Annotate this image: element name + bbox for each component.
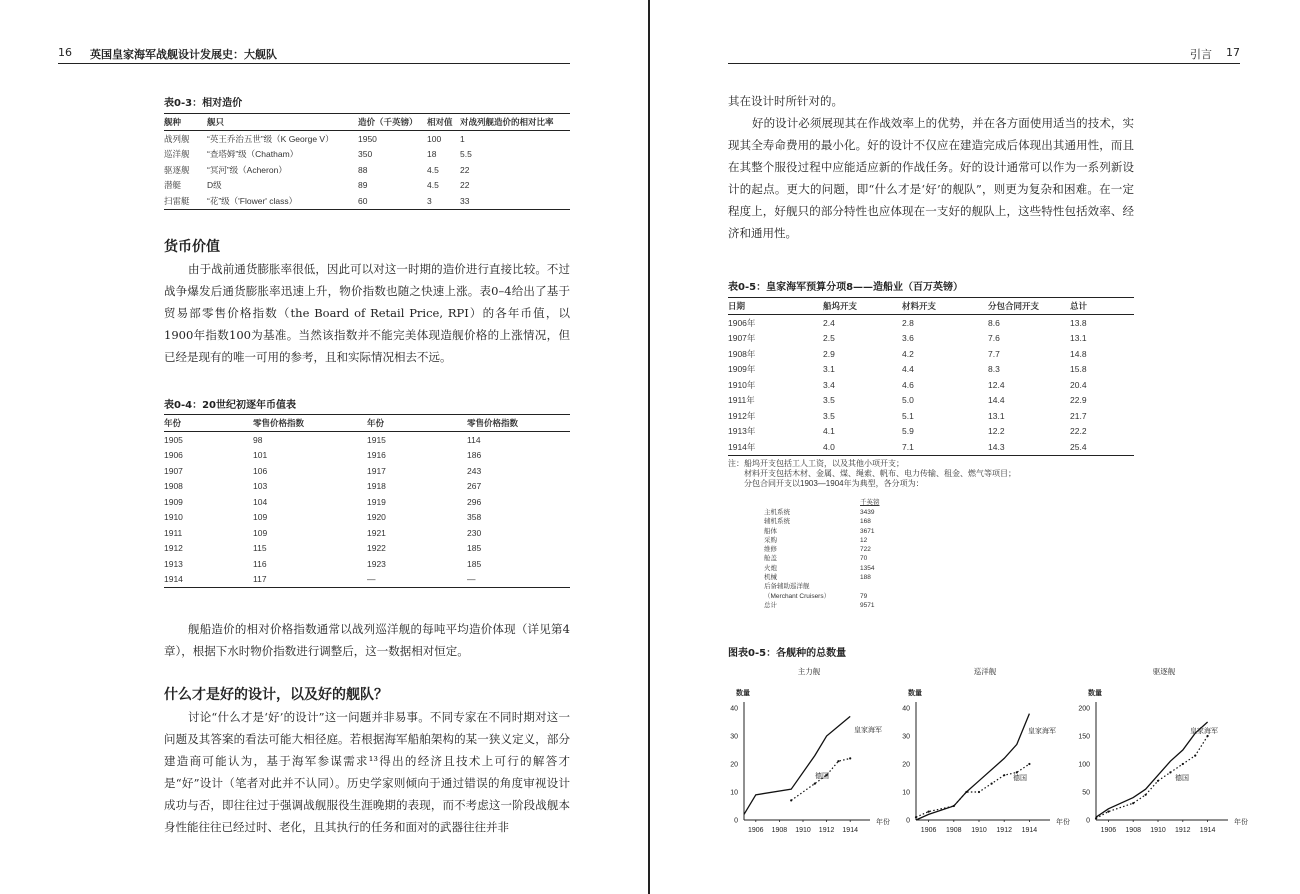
chart-title: 主力舰 <box>797 667 821 676</box>
table-cell: 1906年 <box>728 317 756 328</box>
y-axis-label: 数量 <box>908 690 922 697</box>
table-cell: 296 <box>467 496 482 507</box>
table-cell: 1906 <box>164 450 183 461</box>
data-point <box>849 757 851 759</box>
table-cell: 21.7 <box>1070 410 1087 421</box>
table-cell: 33 <box>460 193 570 209</box>
breakdown-row <box>764 601 904 610</box>
paragraph: 其在设计时所针对的。 <box>728 94 843 108</box>
table-row <box>164 556 570 572</box>
table-cell: 扫雷艇 <box>164 193 207 209</box>
table-cell: 3.4 <box>823 379 835 390</box>
table-cell: 13.8 <box>1070 317 1087 328</box>
table-row <box>164 479 570 495</box>
table-cell: 3 <box>427 193 460 209</box>
table-header-row <box>164 415 570 432</box>
currency-paragraph <box>164 258 570 368</box>
table-row <box>728 331 1134 347</box>
series-label: 皇家海军 <box>854 727 882 734</box>
table-cell: 5.1 <box>902 410 914 421</box>
right-running-title: 引言 <box>1190 48 1212 61</box>
x-tick-label: 1910 <box>971 827 987 834</box>
y-tick-label: 40 <box>902 705 910 713</box>
data-point <box>1169 771 1171 773</box>
table-cell: 1907 <box>164 465 183 476</box>
data-point <box>915 816 917 818</box>
table-cell: 1905 <box>164 434 183 445</box>
y-tick-label: 30 <box>902 733 910 741</box>
table-cell: 4.4 <box>902 364 914 375</box>
table-cell: D级 <box>207 180 222 191</box>
table-cell: 1919 <box>367 496 386 507</box>
y-tick-label: 30 <box>730 733 738 741</box>
table-cell: 1907年 <box>728 333 756 344</box>
column-header: 造价（千英镑） <box>358 114 427 131</box>
left-header-rule <box>58 63 570 64</box>
y-tick-label: 0 <box>1086 817 1090 825</box>
table-cell: 1912年 <box>728 410 756 421</box>
note-line: 材料开支包括木材、金属、煤、绳索、帆布、电力传输、租金、燃气等项目； <box>744 469 1016 478</box>
table-cell: 巡洋舰 <box>164 149 190 160</box>
table-cell: 243 <box>467 465 482 476</box>
column-header: 舰种 <box>164 114 207 131</box>
table-cell: “花”级（'Flower' class） <box>207 193 358 209</box>
breakdown-row <box>764 527 904 536</box>
column-header: 船坞开支 <box>823 298 902 315</box>
table-cell: 1908年 <box>728 348 756 359</box>
data-point <box>1194 755 1196 757</box>
data-point <box>790 799 792 801</box>
table-cell: 5.5 <box>460 149 472 160</box>
data-point <box>837 760 839 762</box>
table-row <box>164 131 570 147</box>
data-point <box>1182 763 1184 765</box>
table-cell: 22 <box>460 180 470 191</box>
breakdown-value: 3439 <box>860 509 875 516</box>
table-cell: 106 <box>253 465 268 476</box>
subtable-unit: 千英镑 <box>860 499 880 506</box>
table-row <box>164 162 570 178</box>
table-row <box>164 193 570 209</box>
breakdown-value: 9571 <box>860 601 875 609</box>
table5-notes <box>728 459 1134 489</box>
y-tick-label: 150 <box>1078 733 1090 741</box>
table-cell: 116 <box>253 558 267 569</box>
breakdown-item: 采购 <box>764 536 777 544</box>
table-cell: — <box>467 572 570 588</box>
y-tick-label: 0 <box>734 817 738 825</box>
breakdown-item: 舱盖 <box>764 555 777 563</box>
table-cell: 14.4 <box>988 395 1005 406</box>
table-cell: 4.5 <box>427 164 439 175</box>
x-axis-label: 年份 <box>876 819 890 826</box>
data-point <box>1107 811 1109 813</box>
table-row <box>164 432 570 448</box>
table-cell: 5.9 <box>902 426 914 437</box>
table-cell: 22 <box>460 164 470 175</box>
table-row <box>164 178 570 194</box>
table-cell: 20.4 <box>1070 379 1087 390</box>
price-index-paragraph <box>164 618 570 662</box>
y-tick-label: 50 <box>1082 789 1090 797</box>
breakdown-row <box>764 592 904 601</box>
table-row <box>728 315 1134 331</box>
y-axis-label: 数量 <box>736 690 750 697</box>
breakdown-item: 机械 <box>764 574 777 582</box>
table-cell: 89 <box>358 180 368 191</box>
table-cell: 4.1 <box>823 426 835 437</box>
x-tick-label: 1912 <box>818 827 835 834</box>
table-cell: 5.0 <box>902 395 914 406</box>
y-tick-label: 40 <box>730 705 738 713</box>
table-row <box>728 424 1134 440</box>
table-row <box>728 362 1134 378</box>
table-header-row <box>728 298 1134 315</box>
x-tick-label: 1910 <box>1150 827 1166 834</box>
section-heading-good-design: 什么才是好的设计，以及好的舰队？ <box>164 687 388 703</box>
data-point <box>1207 735 1209 737</box>
breakdown-item: 火炮 <box>764 564 777 572</box>
table-cell: 1912 <box>164 543 183 554</box>
series-line-germany <box>1096 736 1208 818</box>
table-cell: 3.5 <box>823 395 835 406</box>
table-cell: “查塔姆”级（Chatham） <box>207 149 299 160</box>
breakdown-item: （Merchant Cruisers） <box>764 592 831 600</box>
table-row <box>164 494 570 510</box>
table-cell: 1913 <box>164 558 183 569</box>
breakdown-row <box>764 573 904 582</box>
table-cell: “英王乔治五世”级（K George V） <box>207 133 334 144</box>
table-cell: 14.3 <box>988 439 1070 455</box>
table-row <box>164 510 570 526</box>
data-point <box>1132 802 1134 804</box>
y-tick-label: 20 <box>730 761 738 769</box>
breakdown-item: 总计 <box>764 601 777 609</box>
column-header: 对战列舰造价的相对比率 <box>460 114 570 131</box>
table-cell: 1913年 <box>728 426 756 437</box>
table-cell: 1923 <box>367 558 386 569</box>
table5 <box>728 297 1134 456</box>
column-header: 材料开支 <box>902 298 988 315</box>
table-cell: 潜艇 <box>164 180 182 191</box>
x-tick-label: 1908 <box>771 827 788 834</box>
breakdown-item: 后备辅助巡洋舰 <box>764 583 810 591</box>
breakdown-value: 70 <box>860 555 868 563</box>
table-cell: 战列舰 <box>164 133 190 144</box>
note-line: 分包合同开支以1903—1904年为典型，各分项为： <box>744 479 924 488</box>
series-label: 德国 <box>815 773 829 780</box>
column-header: 年份 <box>164 415 253 432</box>
data-point <box>1095 817 1097 819</box>
table-cell: 88 <box>358 164 368 175</box>
table-row <box>728 377 1134 393</box>
table-cell: 13.1 <box>988 410 1005 421</box>
table-cell: 1917 <box>367 465 386 476</box>
breakdown-row <box>764 536 904 545</box>
table-cell: 103 <box>253 481 268 492</box>
table-cell: 109 <box>253 512 268 523</box>
table-cell: 115 <box>253 543 267 554</box>
table-cell: 1911 <box>164 527 183 538</box>
table-cell: 25.4 <box>1070 439 1134 455</box>
y-tick-label: 10 <box>730 789 738 797</box>
x-tick-label: 1914 <box>842 827 858 834</box>
breakdown-value: 722 <box>860 546 871 554</box>
table-cell: 1909年 <box>728 364 756 375</box>
series-label: 皇家海军 <box>1028 728 1056 735</box>
table-row <box>728 408 1134 424</box>
ship-numbers-figure <box>720 660 1260 844</box>
y-tick-label: 100 <box>1078 761 1090 769</box>
breakdown-value: 188 <box>860 574 871 582</box>
section-heading-currency: 货币价值 <box>164 239 220 255</box>
breakdown-row <box>764 564 904 573</box>
x-tick-label: 1908 <box>946 827 962 834</box>
table-cell: 1922 <box>367 543 386 554</box>
table-cell: 4.6 <box>902 379 914 390</box>
table-cell: 7.1 <box>902 439 988 455</box>
series-label: 德国 <box>1013 775 1027 782</box>
table-cell: 18 <box>427 149 437 160</box>
figure-caption: 图表0-5：各舰种的总数量 <box>728 648 847 659</box>
table5-caption: 表0-5：皇家海军预算分项8——造船业（百万英镑） <box>728 282 964 293</box>
column-header: 分包合同开支 <box>988 298 1070 315</box>
table-cell: 104 <box>253 496 268 507</box>
subcontract-breakdown <box>764 508 904 610</box>
breakdown-value: 79 <box>860 592 868 600</box>
table-cell: 1909 <box>164 496 183 507</box>
good-design-paragraph <box>164 706 570 838</box>
x-axis-label: 年份 <box>1056 819 1070 826</box>
table-cell: 2.4 <box>823 317 835 328</box>
table-cell: 1915 <box>367 434 386 445</box>
table-cell: 2.5 <box>823 333 835 344</box>
table3-caption: 表0-3：相对造价 <box>164 98 243 109</box>
table-cell: 101 <box>253 450 268 461</box>
series-line-royal-navy <box>916 714 1029 820</box>
table-cell: 12.2 <box>988 426 1005 437</box>
data-point <box>965 791 967 793</box>
table-cell: 109 <box>253 527 268 538</box>
table-row <box>164 525 570 541</box>
table-cell: 60 <box>358 193 427 209</box>
y-tick-label: 200 <box>1078 705 1090 713</box>
right-page-number: 17 <box>1226 46 1240 59</box>
column-header: 年份 <box>367 415 467 432</box>
table-cell: 117 <box>253 572 367 588</box>
table-cell: 1950 <box>358 133 377 144</box>
table-cell: 358 <box>467 512 482 523</box>
table-cell: 1908 <box>164 481 183 492</box>
paragraph: 舰船造价的相对价格指数通常以战列巡洋舰的每吨平均造价体现（详见第4章），根据下水时物价指数进行调整后，这一数据相对恒定。 <box>164 622 570 658</box>
data-point <box>1157 780 1159 782</box>
x-tick-label: 1912 <box>1175 827 1191 834</box>
table-cell: 4.5 <box>427 180 439 191</box>
breakdown-item: 维修 <box>764 546 777 554</box>
table-cell: 8.3 <box>988 364 1000 375</box>
x-tick-label: 1906 <box>1100 827 1117 834</box>
table-cell: 驱逐舰 <box>164 164 190 175</box>
column-header: 日期 <box>728 298 823 315</box>
series-line-royal-navy <box>1096 722 1208 817</box>
table-cell: 22.2 <box>1070 426 1087 437</box>
table-cell: 186 <box>467 450 482 461</box>
column-header: 零售价格指数 <box>253 415 367 432</box>
breakdown-value: 3671 <box>860 527 875 535</box>
table-cell: “冥河”级（Acheron） <box>207 164 287 175</box>
table-cell: 3.5 <box>823 410 835 421</box>
breakdown-row <box>764 545 904 554</box>
table-cell: 22.9 <box>1070 395 1087 406</box>
x-tick-label: 1912 <box>996 827 1012 834</box>
table-cell: 114 <box>467 434 481 445</box>
chart-title: 驱逐舰 <box>1152 667 1176 676</box>
table-cell: 267 <box>467 481 482 492</box>
data-point <box>928 811 930 813</box>
table-row <box>164 147 570 163</box>
data-point <box>991 783 993 785</box>
table-cell: 13.1 <box>1070 333 1087 344</box>
table-row <box>728 393 1134 409</box>
x-axis-label: 年份 <box>1234 819 1248 826</box>
table-cell: 1920 <box>367 512 386 523</box>
breakdown-value: 1354 <box>860 564 875 572</box>
x-tick-label: 1906 <box>748 827 764 834</box>
column-header: 零售价格指数 <box>467 415 570 432</box>
x-tick-label: 1906 <box>920 827 937 834</box>
table-cell: 2.9 <box>823 348 835 359</box>
table4 <box>164 414 570 588</box>
table-cell: 350 <box>358 149 373 160</box>
table-cell: — <box>367 572 467 588</box>
table-cell: 14.8 <box>1070 348 1087 359</box>
book-spine <box>648 0 650 894</box>
breakdown-row <box>764 508 904 517</box>
table-cell: 1916 <box>367 450 386 461</box>
column-header: 总计 <box>1070 298 1134 315</box>
table-cell: 1911年 <box>728 395 755 406</box>
chart-title: 巡洋舰 <box>973 667 997 676</box>
table-cell: 1914 <box>164 572 253 588</box>
data-point <box>953 805 955 807</box>
table-cell: 7.7 <box>988 348 1000 359</box>
table-cell: 8.6 <box>988 317 1000 328</box>
right-header-rule <box>728 63 1240 64</box>
table-cell: 185 <box>467 558 482 569</box>
note-line: 注：船坞开支包括工人工资，以及其他小项开支； <box>728 459 904 468</box>
breakdown-value: 168 <box>860 518 871 526</box>
table-cell: 1 <box>460 133 465 144</box>
breakdown-row <box>764 554 904 563</box>
paragraph: 讨论“什么才是‘好’的设计”这一问题并非易事。不同专家在不同时期对这一问题及其答案的看法可能大相径庭。若根据海军船舶架构的某一狭义定义，部分建造商可能认为，基于海军参谋需求¹³得出的经济且技术上可行的解答才是“好”设计（笔者对此并不认同）。历史学家则倾向于通过错误的角度审视设计成功与否，即往往过于强调战舰服役生涯晚期的表现，而不考虑这一阶段战舰本身性能往往已经过时、老化，且其执行的任务和面对的武器往往并非 <box>164 710 570 834</box>
right-body-text <box>728 90 1134 244</box>
x-tick-label: 1914 <box>1199 827 1216 834</box>
data-point <box>1145 794 1147 796</box>
data-point <box>1028 763 1030 765</box>
breakdown-item: 辅机系统 <box>764 518 790 526</box>
data-point <box>978 791 980 793</box>
table-cell: 1918 <box>367 481 386 492</box>
column-header: 舰只 <box>207 114 358 131</box>
x-tick-label: 1908 <box>1125 827 1141 834</box>
paragraph: 好的设计必须展现其在作战效率上的优势，并在各方面使用适当的技术，实现其全寿命费用的最小化。好的设计不仅应在建造完成后体现出其通用性，而且在其整个服役过程中应能适应新的作战任务。好的设计通常可以作为一系列新设计的起点。更大的问题，即“什么才是‘好’的舰队”，则更为复杂和困难。在一定程度上，好舰只的部分特性也应体现在一支好的舰队上，这些特性包括效率、经济和通用性。 <box>728 116 1134 240</box>
table-cell: 7.6 <box>988 333 1000 344</box>
table-cell: 15.8 <box>1070 364 1087 375</box>
column-header: 相对值 <box>427 114 460 131</box>
table-cell: 1921 <box>367 527 386 538</box>
data-point <box>1003 774 1005 776</box>
breakdown-item: 船体 <box>764 527 777 535</box>
breakdown-row <box>764 517 904 526</box>
left-page-number: 16 <box>58 46 72 59</box>
table-cell: 98 <box>253 434 263 445</box>
table-cell: 1910年 <box>728 379 756 390</box>
series-label: 德国 <box>1175 775 1189 782</box>
table-header-row <box>164 114 570 131</box>
series-line-germany <box>916 764 1029 817</box>
table-row <box>164 448 570 464</box>
data-point <box>814 783 816 785</box>
breakdown-item: 主机系统 <box>764 509 790 516</box>
table-row <box>164 463 570 479</box>
breakdown-value: 12 <box>860 536 868 544</box>
y-tick-label: 0 <box>906 817 910 825</box>
table-row <box>728 346 1134 362</box>
x-tick-label: 1914 <box>1021 827 1038 834</box>
series-label: 皇家海军 <box>1190 728 1218 735</box>
y-tick-label: 20 <box>902 761 910 769</box>
table-cell: 3.6 <box>902 333 914 344</box>
y-tick-label: 10 <box>902 789 910 797</box>
x-tick-label: 1910 <box>795 827 811 834</box>
table-cell: 100 <box>427 133 442 144</box>
data-point <box>1016 771 1018 773</box>
table-row <box>164 541 570 557</box>
breakdown-row <box>764 582 904 591</box>
table-cell: 1910 <box>164 512 183 523</box>
table-cell: 1914年 <box>728 439 823 455</box>
table-cell: 185 <box>467 543 482 554</box>
paragraph: 由于战前通货膨胀率很低，因此可以对这一时期的造价进行直接比较。不过战争爆发后通货膨胀率迅速上升，物价指数也随之快速上涨。表0–4给出了基于贸易部零售价格指数（the Board of Retail Price, RPI）的各年币值，以1900年指数100为基准。当然该指数并不能完美体现造舰价格的上涨情况，但已经是现有的唯一可用的参考，且和实际情况相去不远。 <box>164 262 570 364</box>
table-cell: 4.0 <box>823 439 902 455</box>
table-cell: 3.1 <box>823 364 835 375</box>
table3 <box>164 113 570 210</box>
table-row <box>728 439 1134 455</box>
table-cell: 230 <box>467 527 482 538</box>
left-running-title: 英国皇家海军战舰设计发展史：大舰队 <box>90 48 277 61</box>
table-cell: 12.4 <box>988 379 1005 390</box>
table-cell: 2.8 <box>902 317 914 328</box>
y-axis-label: 数量 <box>1088 690 1102 697</box>
table4-caption: 表0-4：20世纪初逐年币值表 <box>164 400 296 411</box>
table-row <box>164 572 570 588</box>
table-cell: 4.2 <box>902 348 914 359</box>
